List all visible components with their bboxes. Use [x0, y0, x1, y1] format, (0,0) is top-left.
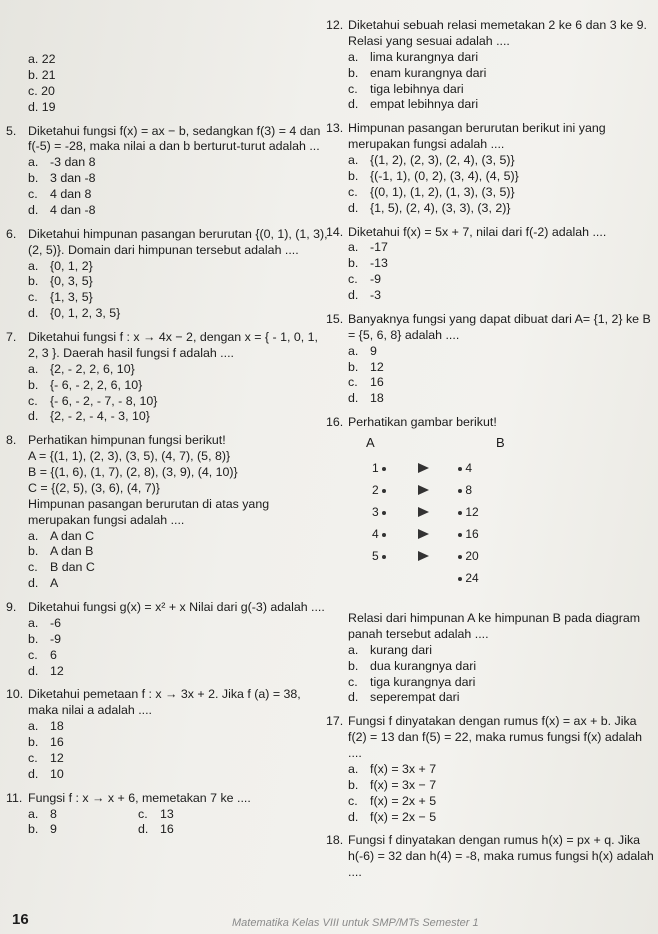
q12-option-c[interactable]: c. tiga lebihnya dari: [348, 81, 464, 96]
q16-text2: Relasi dari himpunan A ke himpunan B pada diagram panah tersebut adalah ....: [348, 611, 641, 641]
q16-options: [348, 643, 656, 707]
q16-option-a[interactable]: a. kurang dari: [348, 642, 432, 657]
q13-option-d[interactable]: d. {1, 5), (2, 4), (3, 3), (3, 2)}: [348, 200, 511, 215]
question-5: 5. Diketahui fungsi f(x) = ax − b, sedangkan f(3) = 4 dan f(-5) = -28, maka nilai a dan b berturut-turut adalah ...: [6, 124, 328, 156]
q6-option-a[interactable]: a. {0, 1, 2}: [28, 258, 93, 273]
b-value: 16: [458, 527, 479, 542]
question-11: 11. Fungsi f : x → x + 6, memetakan 7 ke ....: [6, 791, 328, 807]
q12-text: Diketahui sebuah relasi memetakan 2 ke 6 dan 3 ke 9. Relasi yang sesuai adalah ....: [348, 18, 647, 48]
q12-option-b[interactable]: b. enam kurangnya dari: [348, 65, 487, 80]
q15-option-d[interactable]: d. 18: [348, 391, 384, 406]
q11-option-b[interactable]: b. 9: [28, 822, 57, 837]
question-17: 17. Fungsi f dinyatakan dengan rumus f(x) = ax + b. Jika f(2) = 13 dan f(5) = 22, maka rumus fungsi f(x) adalah ....: [326, 714, 656, 762]
question-12: 12. Diketahui sebuah relasi memetakan 2 ke 6 dan 3 ke 9. Relasi yang sesuai adalah ....: [326, 18, 656, 50]
q6-option-b[interactable]: b. {0, 3, 5}: [28, 274, 93, 289]
q17-option-c[interactable]: c. f(x) = 2x + 5: [348, 793, 437, 808]
q7-option-c[interactable]: c. {- 6, - 2, - 7, - 8, 10}: [28, 393, 158, 408]
q13-option-b[interactable]: b. {(-1, 1), (0, 2), (3, 4), (4, 5)}: [348, 168, 519, 183]
q9-option-a[interactable]: a. -6: [28, 615, 62, 630]
q9-text: Diketahui fungsi g(x) = x² + x Nilai dari g(-3) adalah ....: [28, 600, 325, 614]
q11-option-c[interactable]: c. 13: [138, 806, 174, 821]
q8-set-c: C = {(2, 5), (3, 6), (4, 7)}: [28, 480, 160, 495]
q17-text: Fungsi f dinyatakan dengan rumus f(x) = ax + b. Jika f(2) = 13 dan f(5) = 22, maka rumus fungsi f(x) adalah ....: [348, 714, 643, 760]
question-7: 7. Diketahui fungsi f : x → 4x − 2, dengan x = { - 1, 0, 1, 2, 3 }. Daerah hasil fungsi f adalah ....: [6, 330, 328, 362]
question-10: 10. Diketahui pemetaan f : x → 3x + 2. Jika f (a) = 38, maka nilai a adalah ....: [6, 687, 328, 719]
b-value: 12: [458, 505, 479, 520]
question-16: 16. Perhatikan gambar berikut!: [326, 415, 656, 431]
q5-option-a[interactable]: a. -3 dan 8: [28, 155, 96, 170]
b-value: 20: [458, 549, 479, 564]
q5-option-c[interactable]: c. 4 dan 8: [28, 187, 92, 201]
set-a-label: A: [366, 435, 375, 450]
q13-options: [348, 153, 656, 217]
q13-option-a[interactable]: a. {(1, 2), (2, 3), (2, 4), (3, 5)}: [348, 153, 515, 167]
q8-option-b[interactable]: b. A dan B: [28, 544, 94, 559]
q14-options: [348, 240, 656, 304]
q12-option-a[interactable]: a. lima kurangnya dari: [348, 49, 479, 64]
q10-text: Diketahui pemetaan f : x → 3x + 2. Jika f (a) = 38, maka nilai a adalah ....: [28, 687, 301, 718]
q5-option-d[interactable]: d. 4 dan -8: [28, 202, 96, 217]
q8-set-a: A = {(1, 1), (2, 3), (3, 5), (4, 7), (5, 8)}: [28, 449, 231, 464]
q10-options: [28, 719, 328, 783]
q17-options: [348, 762, 656, 826]
arrow-icon: [418, 529, 429, 539]
q10-option-b[interactable]: b. 16: [28, 735, 64, 749]
question-6: 6. Diketahui himpunan pasangan berurutan {(0, 1), (1, 3), (2, 5)}. Domain dari himpunan tersebut adalah ....: [6, 226, 328, 257]
q11-text: Fungsi f : x → x + 6, memetakan 7 ke ....: [28, 790, 251, 805]
q6-options: [28, 259, 328, 323]
a-value: 1: [372, 461, 386, 476]
q16-option-c[interactable]: c. tiga kurangnya dari: [348, 674, 476, 689]
q10-option-c[interactable]: c. 12: [28, 750, 64, 765]
q15-options: [348, 344, 656, 408]
q13-option-c[interactable]: c. {(0, 1), (1, 2), (1, 3), (3, 5)}: [348, 184, 515, 199]
footer-book-title: Matematika Kelas VIII untuk SMP/MTs Semester 1: [232, 917, 479, 929]
q11-options: [28, 807, 328, 839]
q4-option-c[interactable]: c. 20: [28, 83, 55, 98]
arrow-icon: [418, 485, 429, 495]
arrow-diagram: [344, 431, 564, 611]
arrow-icon: [418, 551, 429, 561]
q14-text: Diketahui f(x) = 5x + 7, nilai dari f(-2) adalah ....: [348, 224, 607, 239]
set-b-label: B: [496, 435, 505, 450]
q7-text: Diketahui fungsi f : x → 4x − 2, dengan x = { - 1, 0, 1, 2, 3 }. Daerah hasil fungsi f adalah ....: [28, 330, 318, 360]
q7-option-d[interactable]: d. {2, - 2, - 4, - 3, 10}: [28, 409, 150, 424]
q5-options: [28, 155, 328, 219]
q4-option-d[interactable]: d. 19: [28, 99, 56, 114]
q7-option-a[interactable]: a. {2, - 2, 2, 6, 10}: [28, 361, 135, 376]
q4-option-a[interactable]: a. 22: [28, 52, 56, 66]
page-number: 16: [12, 911, 29, 928]
q12-option-d[interactable]: d. empat lebihnya dari: [348, 97, 479, 112]
a-value: 3: [372, 505, 386, 520]
b-value: 8: [458, 483, 472, 498]
right-column: [326, 18, 656, 881]
q9-option-b[interactable]: b. -9: [28, 631, 62, 646]
q18-text: Fungsi f dinyatakan dengan rumus h(x) = px + q. Jika h(-6) = 32 dan h(4) = -8, maka rumus fungsi h(x) adalah ....: [348, 833, 654, 880]
q8-option-d[interactable]: d. A: [28, 576, 59, 591]
left-column: [6, 52, 328, 838]
a-value: 4: [372, 527, 386, 542]
q15-option-b[interactable]: b. 12: [348, 359, 384, 374]
q9-option-c[interactable]: c. 6: [28, 647, 57, 662]
q8-option-c[interactable]: c. B dan C: [28, 560, 95, 575]
question-14: 14. Diketahui f(x) = 5x + 7, nilai dari f(-2) adalah ....: [326, 225, 656, 241]
q5-option-b[interactable]: b. 3 dan -8: [28, 171, 96, 186]
question-15: 15. Banyaknya fungsi yang dapat dibuat dari A= {1, 2} ke B = {5, 6, 8} adalah ....: [326, 312, 656, 344]
q17-option-a[interactable]: a. f(x) = 3x + 7: [348, 761, 437, 776]
q15-option-a[interactable]: a. 9: [348, 343, 377, 358]
q14-option-a[interactable]: a. -17: [348, 240, 388, 255]
q10-option-d[interactable]: d. 10: [28, 766, 64, 781]
question-18: 18. Fungsi f dinyatakan dengan rumus h(x) = px + q. Jika h(-6) = 32 dan h(4) = -8, maka rumus fungsi h(x) adalah ....: [326, 833, 656, 881]
q15-option-c[interactable]: c. 16: [348, 375, 384, 390]
question-8: 8. Perhatikan himpunan fungsi berikut!: [6, 433, 226, 448]
q8-set-b: B = {(1, 6), (1, 7), (2, 8), (3, 9), (4, 10)}: [28, 465, 238, 479]
q14-option-c[interactable]: c. -9: [348, 272, 382, 287]
b-value: 4: [458, 461, 472, 476]
q6-option-d[interactable]: d. {0, 1, 2, 3, 5}: [28, 306, 121, 321]
q4-option-b[interactable]: b. 21: [28, 67, 56, 82]
a-value: 5: [372, 549, 386, 564]
q14-option-b[interactable]: b. -13: [348, 256, 388, 271]
q7-options: [28, 362, 328, 426]
q17-option-b[interactable]: b. f(x) = 3x − 7: [348, 777, 437, 792]
q16-option-d[interactable]: d. seperempat dari: [348, 690, 460, 705]
q9-options: [28, 616, 328, 680]
question-13: 13. Himpunan pasangan berurutan berikut ini yang merupakan fungsi adalah ....: [326, 121, 656, 153]
q4-options: [28, 52, 328, 116]
page-footer: [0, 906, 658, 934]
arrow-icon: [418, 507, 429, 517]
q12-options: [348, 50, 656, 114]
q7-option-b[interactable]: b. {- 6, - 2, 2, 6, 10}: [28, 377, 143, 392]
q11-option-a[interactable]: a. 8: [28, 806, 57, 821]
question-9: 9. Diketahui fungsi g(x) = x² + x Nilai dari g(-3) adalah ....: [6, 600, 328, 616]
q16-text: Perhatikan gambar berikut!: [348, 415, 497, 430]
a-value: 2: [372, 483, 386, 498]
q6-option-c[interactable]: c. {1, 3, 5}: [28, 290, 93, 305]
arrow-icon: [418, 463, 429, 473]
q8-question: Himpunan pasangan berurutan di atas yang merupakan fungsi adalah ....: [28, 496, 270, 527]
q17-option-d[interactable]: d. f(x) = 2x − 5: [348, 809, 437, 824]
b-value: 24: [458, 571, 479, 586]
q8-option-a[interactable]: a. A dan C: [28, 528, 95, 543]
q13-text: Himpunan pasangan berurutan berikut ini yang merupakan fungsi adalah ....: [348, 121, 606, 152]
q14-option-d[interactable]: d. -3: [348, 288, 382, 302]
q10-option-a[interactable]: a. 18: [28, 719, 64, 734]
q9-option-d[interactable]: d. 12: [28, 663, 64, 678]
q15-text: Banyaknya fungsi yang dapat dibuat dari A= {1, 2} ke B = {5, 6, 8} adalah ....: [348, 311, 651, 342]
q16-option-b[interactable]: b. dua kurangnya dari: [348, 658, 477, 673]
q5-text: Diketahui fungsi f(x) = ax − b, sedangkan f(3) = 4 dan f(-5) = -28, maka nilai a dan b berturut-turut adalah ...: [28, 123, 321, 154]
q11-option-d[interactable]: d. 16: [138, 822, 174, 837]
q6-text: Diketahui himpunan pasangan berurutan {(0, 1), (1, 3), (2, 5)}. Domain dari himpunan tersebut adalah ....: [28, 226, 328, 257]
q8-options: [28, 529, 328, 593]
